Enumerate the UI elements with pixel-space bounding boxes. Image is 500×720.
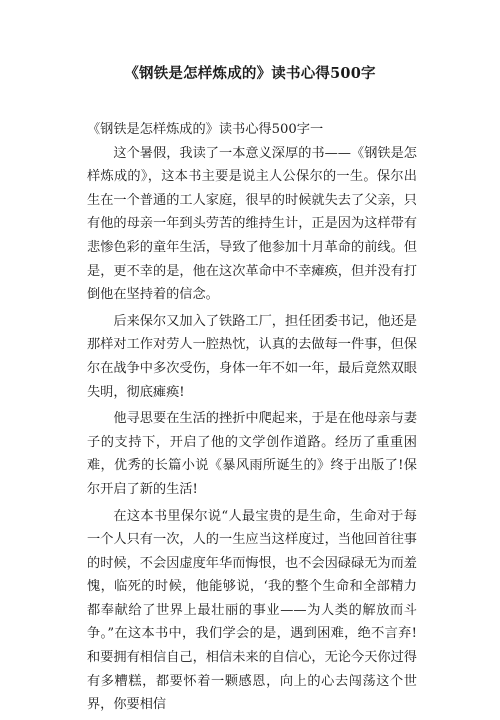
document-title: 《钢铁是怎样炼成的》读书心得500字	[124, 65, 376, 82]
section-subheading: 《钢铁是怎样炼成的》读书心得500字一	[87, 122, 324, 137]
document-body	[87, 118, 417, 720]
paragraph: 后来保尔又加入了铁路工厂，担任团委书记，他还是那样对工作对劳人一腔热忱，认真的去做每一件事，但保尔在战争中多次受伤，身体一年不如一年，最后竟然双眼失明，彻底瘫痪!	[87, 313, 417, 400]
paragraph: 在这本书里保尔说“人最宝贵的是生命，生命对于每一个人只有一次，人的一生应当这样度过，当他回首往事的时候，不会因虚度年华而悔恨，也不会因碌碌无为而羞愧，临死的时候，他能够说，‘我的整个生命和全部精力都奉献给了世界上最壮丽的事业——为人类的解放而斗争。”在这本书中，我们学会的是，遇到困难，绝不言弃!和要拥有相信自己，相信未来的自信心，无论今天你过得有多糟糕，都要怀着一颗感恩，向上的心去闯荡这个世界，你要相信	[87, 508, 417, 713]
paragraph: 这个暑假，我读了一本意义深厚的书——《钢铁是怎样炼成的》，这本书主要是说主人公保尔的一生。保尔出生在一个普通的工人家庭，很早的时候就失去了父亲，只有他的母亲一年到头劳苦的维持生计，正是因为这样带有悲惨色彩的童年生活，导致了他参加十月革命的前线。但是，更不幸的是，他在这次革命中不幸瘫痪，但并没有打倒他在坚持着的信念。	[87, 145, 417, 303]
paragraph: 他寻思要在生活的挫折中爬起来，于是在他母亲与妻子的支持下，开启了他的文学创作道路。经历了重重困难，优秀的长篇小说《暴风雨所诞生的》终于出版了!保尔开启了新的生活!	[87, 411, 417, 497]
